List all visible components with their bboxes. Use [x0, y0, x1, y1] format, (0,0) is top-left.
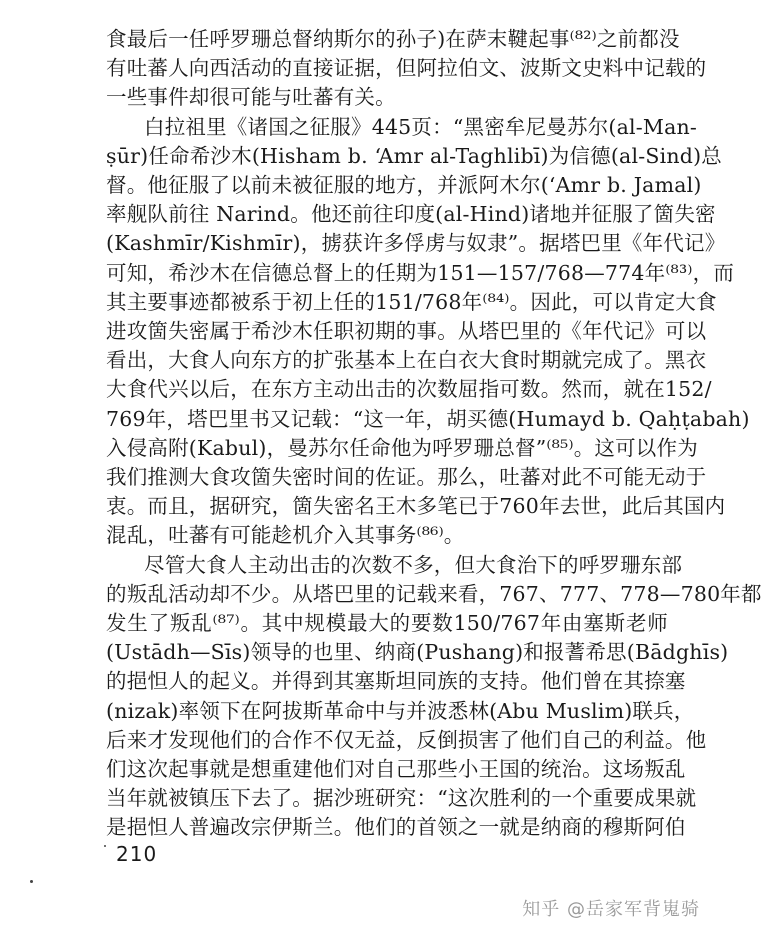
text-line: 有吐蕃人向西活动的直接证据，但阿拉伯文、波斯文史料中记载的	[106, 56, 707, 81]
text-line: 衷。而且，据研究，箇失密名王木多笔已于760年去世，此后其国内	[106, 494, 726, 519]
text-line: 一些事件却很可能与吐蕃有关。	[106, 85, 396, 110]
text-line: 进攻箇失密属于希沙木任职初期的事。从塔巴里的《年代记》可以	[106, 319, 707, 343]
text-line: 769年，塔巴里书又记载：“这一年，胡买德(Humayd b. Qaḥṭabah)	[106, 406, 750, 431]
text-line: 入侵高附(Kabul)，曼苏尔任命他为呼罗珊总督”⁽⁸⁵⁾。这可以作为	[106, 435, 698, 460]
text-line: ṣūr)任命希沙木(Hisham b. ‘Amr al-Taghlibī)为信德(al-Sind)总	[106, 143, 722, 168]
text-line: (Ustādh—Sīs)领导的也里、纳商(Pushang)和报蓍希思(Bādghīs)	[106, 640, 729, 665]
text-line: 大食代兴以后，在东方主动出击的次数屈指可数。然而，就在152/	[106, 377, 712, 402]
text-line: 是挹怛人普遍改宗伊斯兰。他们的首领之一就是纳商的穆斯阿伯	[106, 815, 686, 840]
watermark: 知乎 @岳家军背嵬骑	[522, 899, 700, 920]
text-line: 率舰队前往 Narind。他还前往印度(al-Hind)诸地并征服了箇失密	[106, 202, 716, 227]
text-line: 们这次起事就是想重建他们对自己那些小王国的统治。这场叛乱	[106, 757, 686, 781]
text-line: 当年就被镇压下去了。据沙班研究：“这次胜利的一个重要成果就	[106, 786, 697, 811]
text-line: 后来才发现他们的合作不仅无益，反倒损害了他们自己的利益。他	[106, 727, 707, 752]
text-line: 我们推测大食攻箇失密时间的佐证。那么，吐蕃对此不可能无动于	[106, 465, 707, 489]
text-line: 看出，大食人向东方的扩张基本上在白衣大食时期就完成了。黑衣	[106, 348, 707, 373]
text-line: 其主要事迹都被系于初上任的151/768年⁽⁸⁴⁾。因此，可以肯定大食	[106, 289, 717, 314]
text-line: 可知，希沙木在信德总督上的任期为151—157/768—774年⁽⁸³⁾，而	[106, 260, 735, 285]
scan-speck	[104, 845, 106, 847]
text-line: 混乱，吐蕃有可能趁机介入其事务⁽⁸⁶⁾。	[106, 523, 465, 548]
page-number: 210	[116, 842, 158, 866]
text-line: 督。他征服了以前未被征服的地方，并派阿木尔(‘Amr b. Jamal)	[106, 173, 702, 197]
paragraph-first-line: 尽管大食人主动出击的次数不多，但大食治下的呼罗珊东部	[144, 552, 683, 577]
text-line: 食最后一任呼罗珊总督纳斯尔的孙子)在萨末鞬起事⁽⁸²⁾之前都没	[106, 27, 680, 51]
text-line: 的叛乱活动却不少。从塔巴里的记载来看，767、777、778—780年都	[106, 581, 762, 606]
scan-speck	[30, 880, 33, 883]
text-line: (nizak)率领下在阿拔斯革命中与并波悉林(Abu Muslim)联兵，	[106, 698, 695, 723]
paragraph-first-line: 白拉祖里《诸国之征服》445页：“黑密牟尼曼苏尔(al-Man-	[144, 114, 698, 139]
text-line: 的挹怛人的起义。并得到其塞斯坦同族的支持。他们曾在其捺塞	[106, 669, 686, 694]
text-line: 发生了叛乱⁽⁸⁷⁾。其中规模最大的要数150/767年由塞斯老师	[106, 611, 668, 635]
text-line: (Kashmīr/Kishmīr)，掳获许多俘虏与奴隶”。据塔巴里《年代记》	[106, 231, 726, 256]
